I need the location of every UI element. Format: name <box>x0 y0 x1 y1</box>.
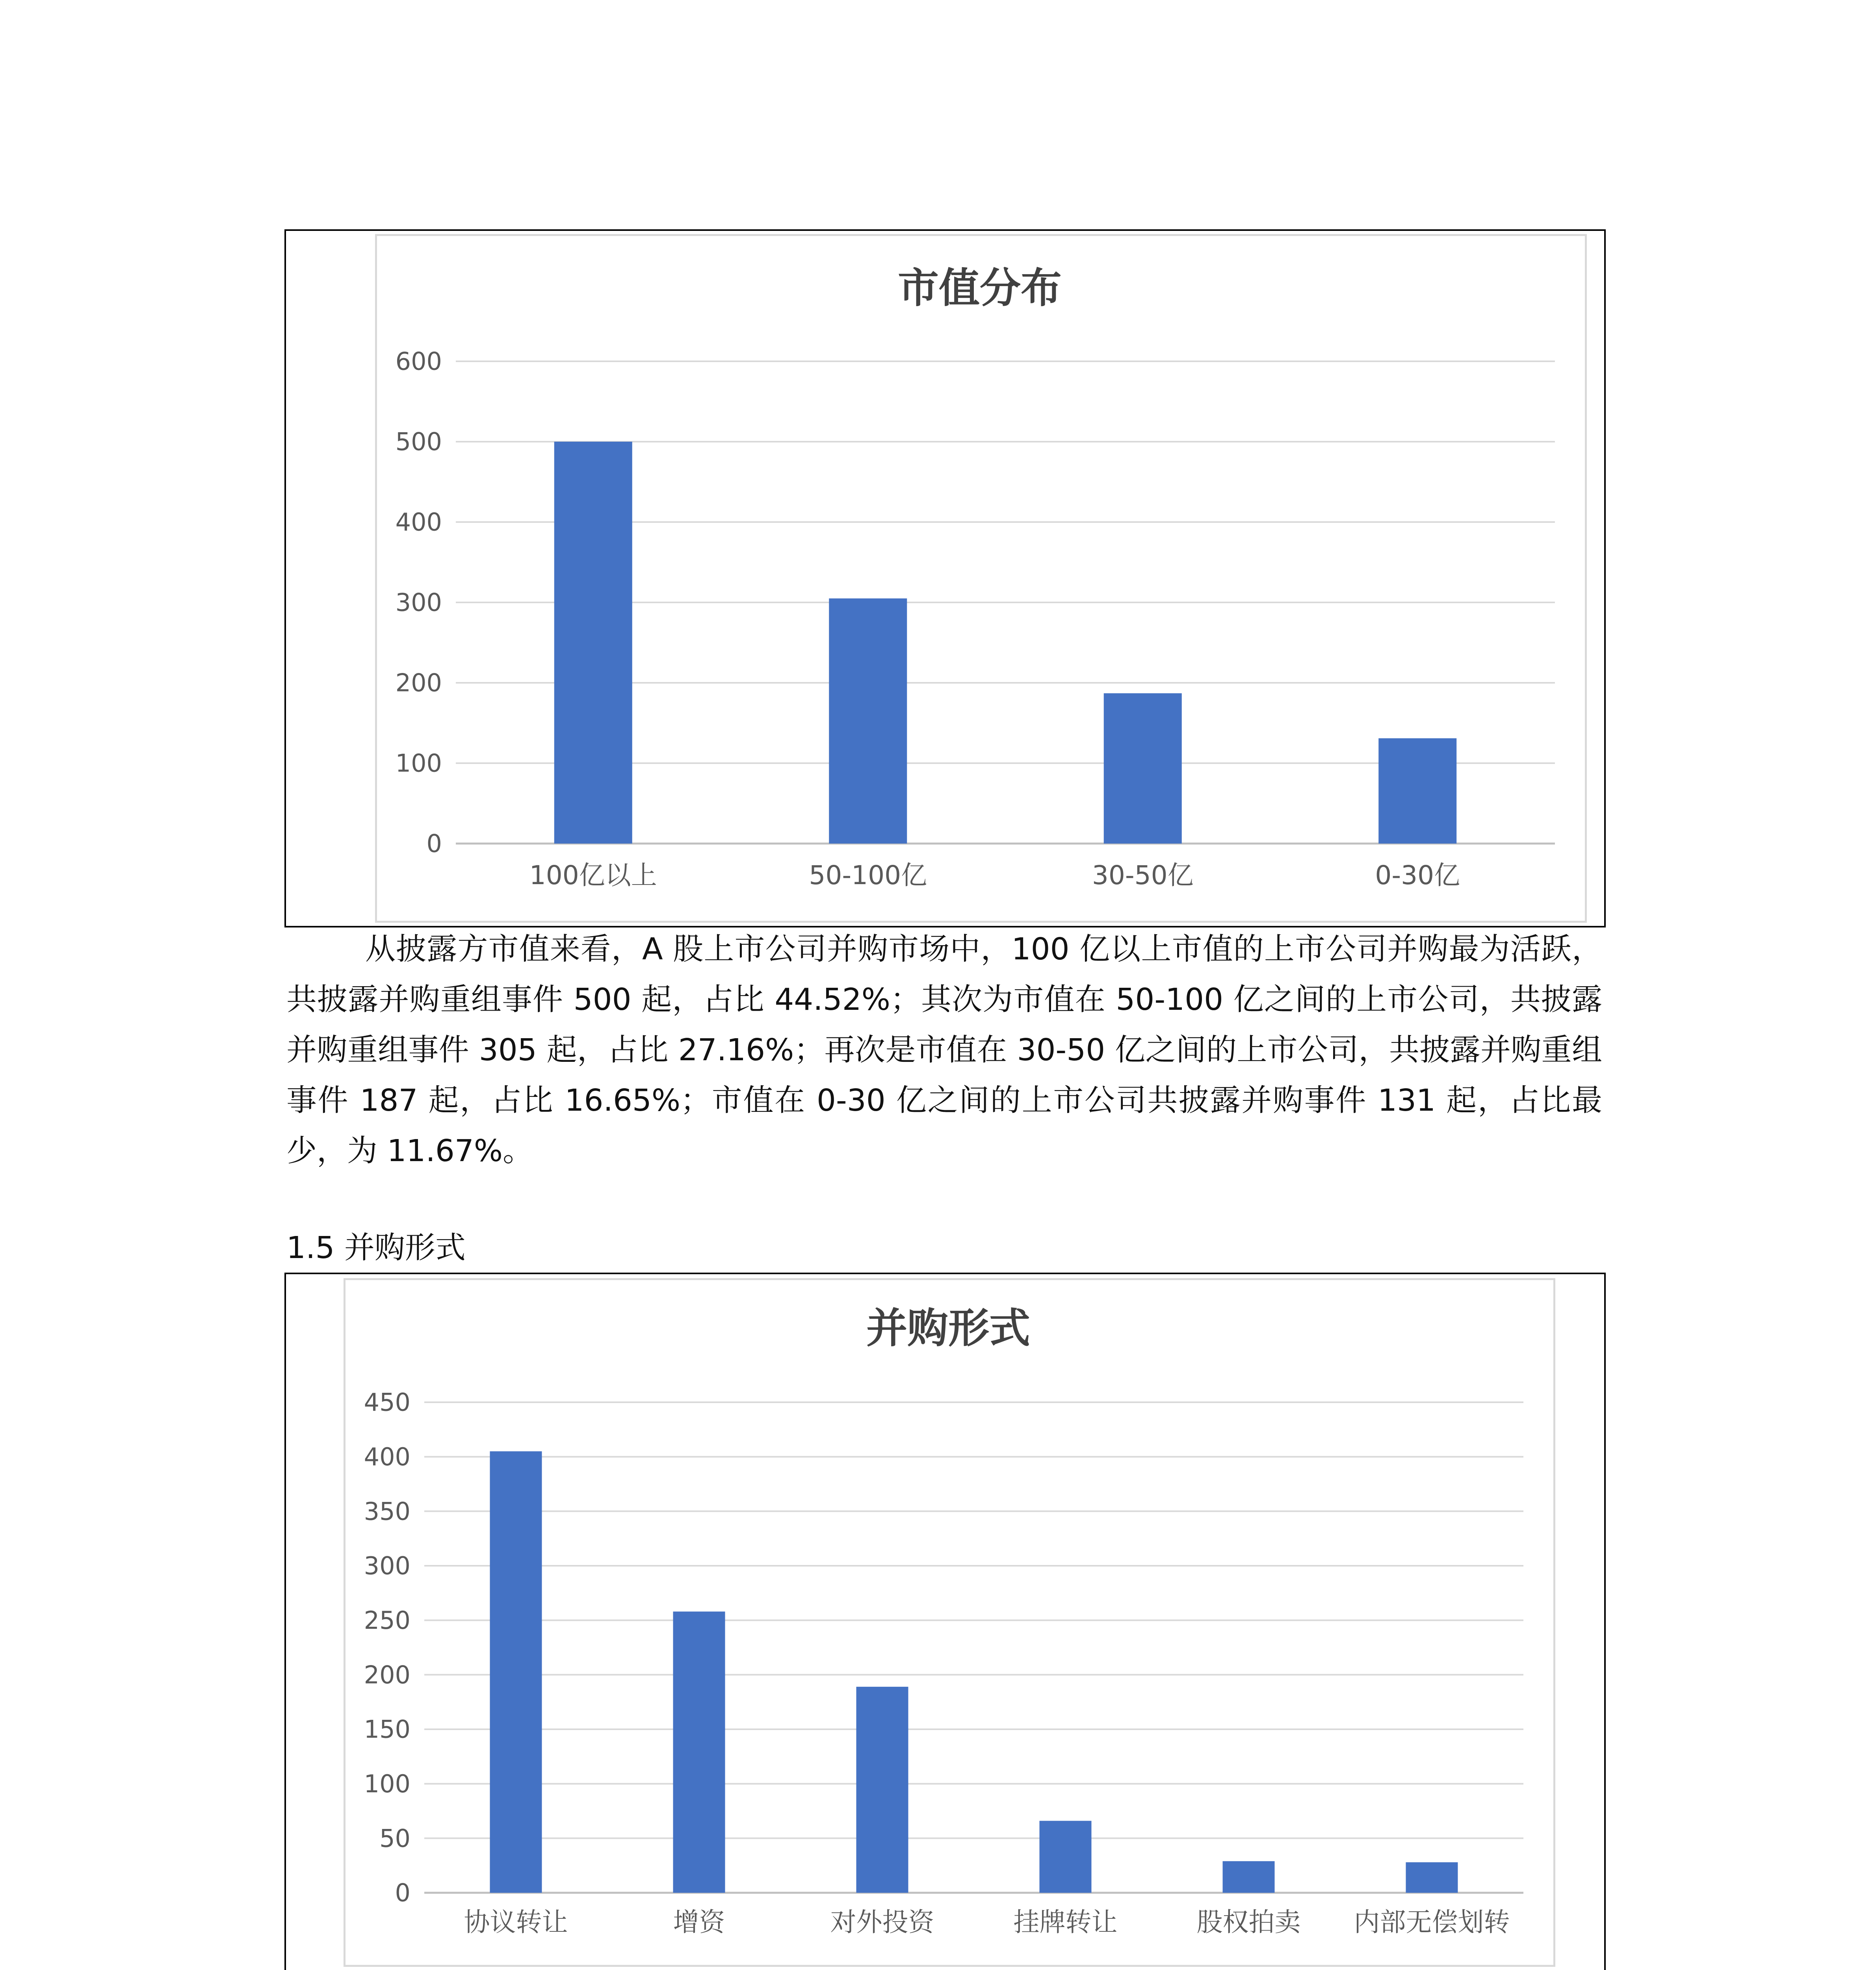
bar <box>554 442 632 844</box>
y-tick-label: 0 <box>395 1878 410 1907</box>
x-category-label: 50-100亿 <box>809 860 927 890</box>
bar <box>490 1451 542 1893</box>
x-category-label: 挂牌转让 <box>1013 1907 1118 1937</box>
market-cap-chart-svg <box>377 236 1585 921</box>
bar <box>1223 1861 1275 1893</box>
y-tick-label: 600 <box>395 347 442 376</box>
bar <box>673 1611 725 1893</box>
y-tick-label: 500 <box>395 427 442 456</box>
x-category-label: 30-50亿 <box>1092 860 1194 890</box>
chart-title: 并购形式 <box>866 1304 1031 1352</box>
x-category-label: 内部无偿划转 <box>1354 1907 1510 1937</box>
bar <box>856 1687 908 1893</box>
merger-form-chart-frame <box>284 1273 1606 1970</box>
bar <box>829 598 907 844</box>
y-tick-label: 450 <box>364 1388 410 1417</box>
y-tick-label: 200 <box>395 668 442 697</box>
x-category-label: 0-30亿 <box>1375 860 1460 890</box>
y-tick-label: 400 <box>395 507 442 537</box>
x-category-label: 100亿以上 <box>529 860 657 890</box>
bar <box>1378 738 1456 844</box>
y-tick-label: 350 <box>364 1497 410 1526</box>
x-category-label: 对外投资 <box>830 1907 934 1937</box>
y-tick-label: 400 <box>364 1442 410 1472</box>
y-tick-label: 250 <box>364 1606 410 1635</box>
bar <box>1104 693 1182 844</box>
market-cap-chart-frame <box>284 229 1606 927</box>
y-tick-label: 300 <box>364 1551 410 1580</box>
x-category-label: 股权拍卖 <box>1196 1907 1301 1937</box>
x-category-label: 协议转让 <box>464 1907 568 1937</box>
y-tick-label: 300 <box>395 588 442 617</box>
bar <box>1040 1821 1092 1893</box>
y-tick-label: 100 <box>364 1769 410 1799</box>
market-cap-chart <box>375 234 1587 923</box>
y-tick-label: 100 <box>395 749 442 778</box>
market-cap-paragraph: 从披露方市值来看，A 股上市公司并购市场中，100 亿以上市值的上市公司并购最为活跃，共披露并购重组事件 500 起，占比 44.52%；其次为市值在 50-100 亿之间的上市公司，共披露并购重组事件 305 起，占比 27.16%；再次是市值在 30-50 亿之间的上市公司，共披露并购重组事件 187 起，占比 16.65%；市值在 0-30 亿之间的上市公司共披露并购事件 131 起，占比最少，为 11.67%。 <box>286 932 1602 1169</box>
chart-title: 市值分布 <box>897 264 1062 312</box>
merger-form-chart <box>344 1278 1555 1967</box>
section-heading-1-5: 1.5 并购形式 <box>286 1230 466 1266</box>
y-tick-label: 150 <box>364 1715 410 1744</box>
merger-form-chart-svg <box>345 1280 1553 1965</box>
y-tick-label: 0 <box>426 829 442 858</box>
bar <box>1406 1862 1458 1893</box>
y-tick-label: 50 <box>379 1824 410 1853</box>
x-category-label: 增资 <box>673 1907 725 1937</box>
y-tick-label: 200 <box>364 1660 410 1689</box>
